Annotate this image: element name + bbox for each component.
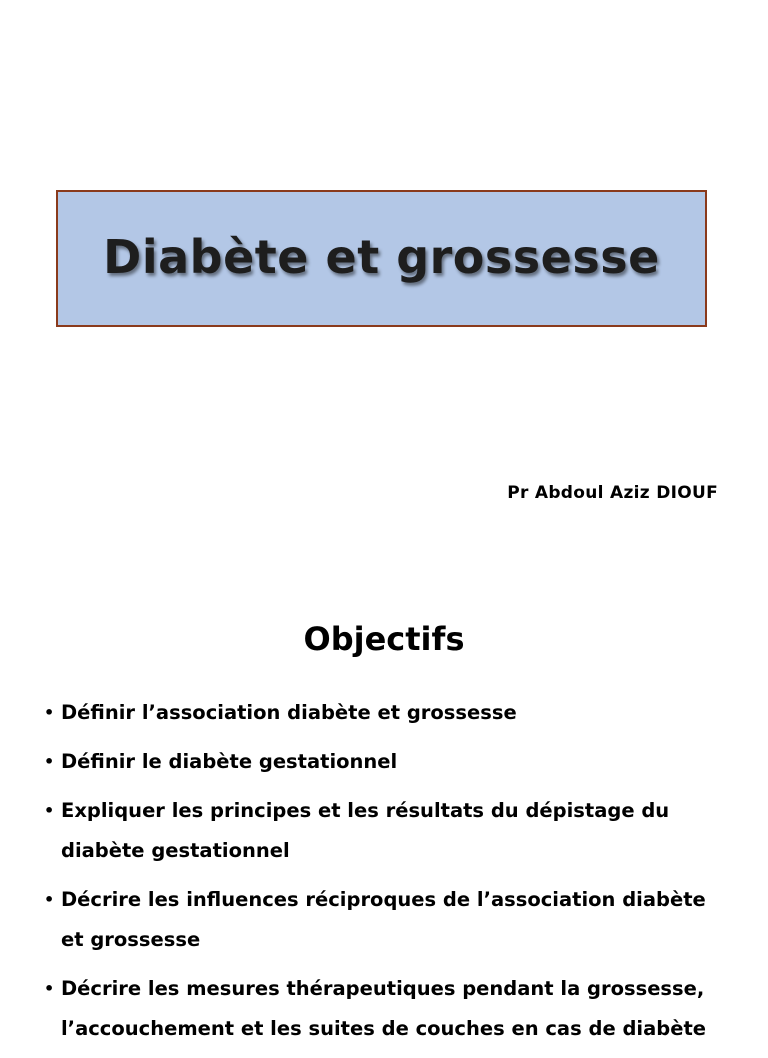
slide-title: Diabète et grossesse: [103, 229, 660, 284]
bullet-icon: •: [44, 703, 55, 722]
objective-text: Définir le diabète gestationnel: [61, 750, 398, 773]
title-box: [56, 190, 707, 327]
list-item: [44, 693, 724, 733]
list-item: [44, 880, 724, 960]
objective-text: Décrire les influences réciproques de l’association diabète et grossesse: [61, 888, 706, 951]
objective-text: Définir l’association diabète et grossesse: [61, 701, 517, 724]
bullet-icon: •: [44, 801, 55, 820]
list-item: [44, 969, 724, 1049]
author-name: Pr Abdoul Aziz DIOUF: [507, 483, 718, 503]
bullet-icon: •: [44, 752, 55, 771]
bullet-icon: •: [44, 890, 55, 909]
bullet-icon: •: [44, 979, 55, 998]
list-item: [44, 742, 724, 782]
objectives-slide: [0, 576, 768, 1040]
objectives-heading: Objectifs: [303, 620, 465, 658]
objectives-list: [44, 693, 724, 1058]
list-item: [44, 791, 724, 871]
objective-text: Expliquer les principes et les résultats du dépistage du diabète gestationnel: [61, 799, 670, 862]
objective-text: Décrire les mesures thérapeutiques pendant la grossesse, l’accouchement et les suites de couches en cas de diabète: [61, 977, 706, 1040]
